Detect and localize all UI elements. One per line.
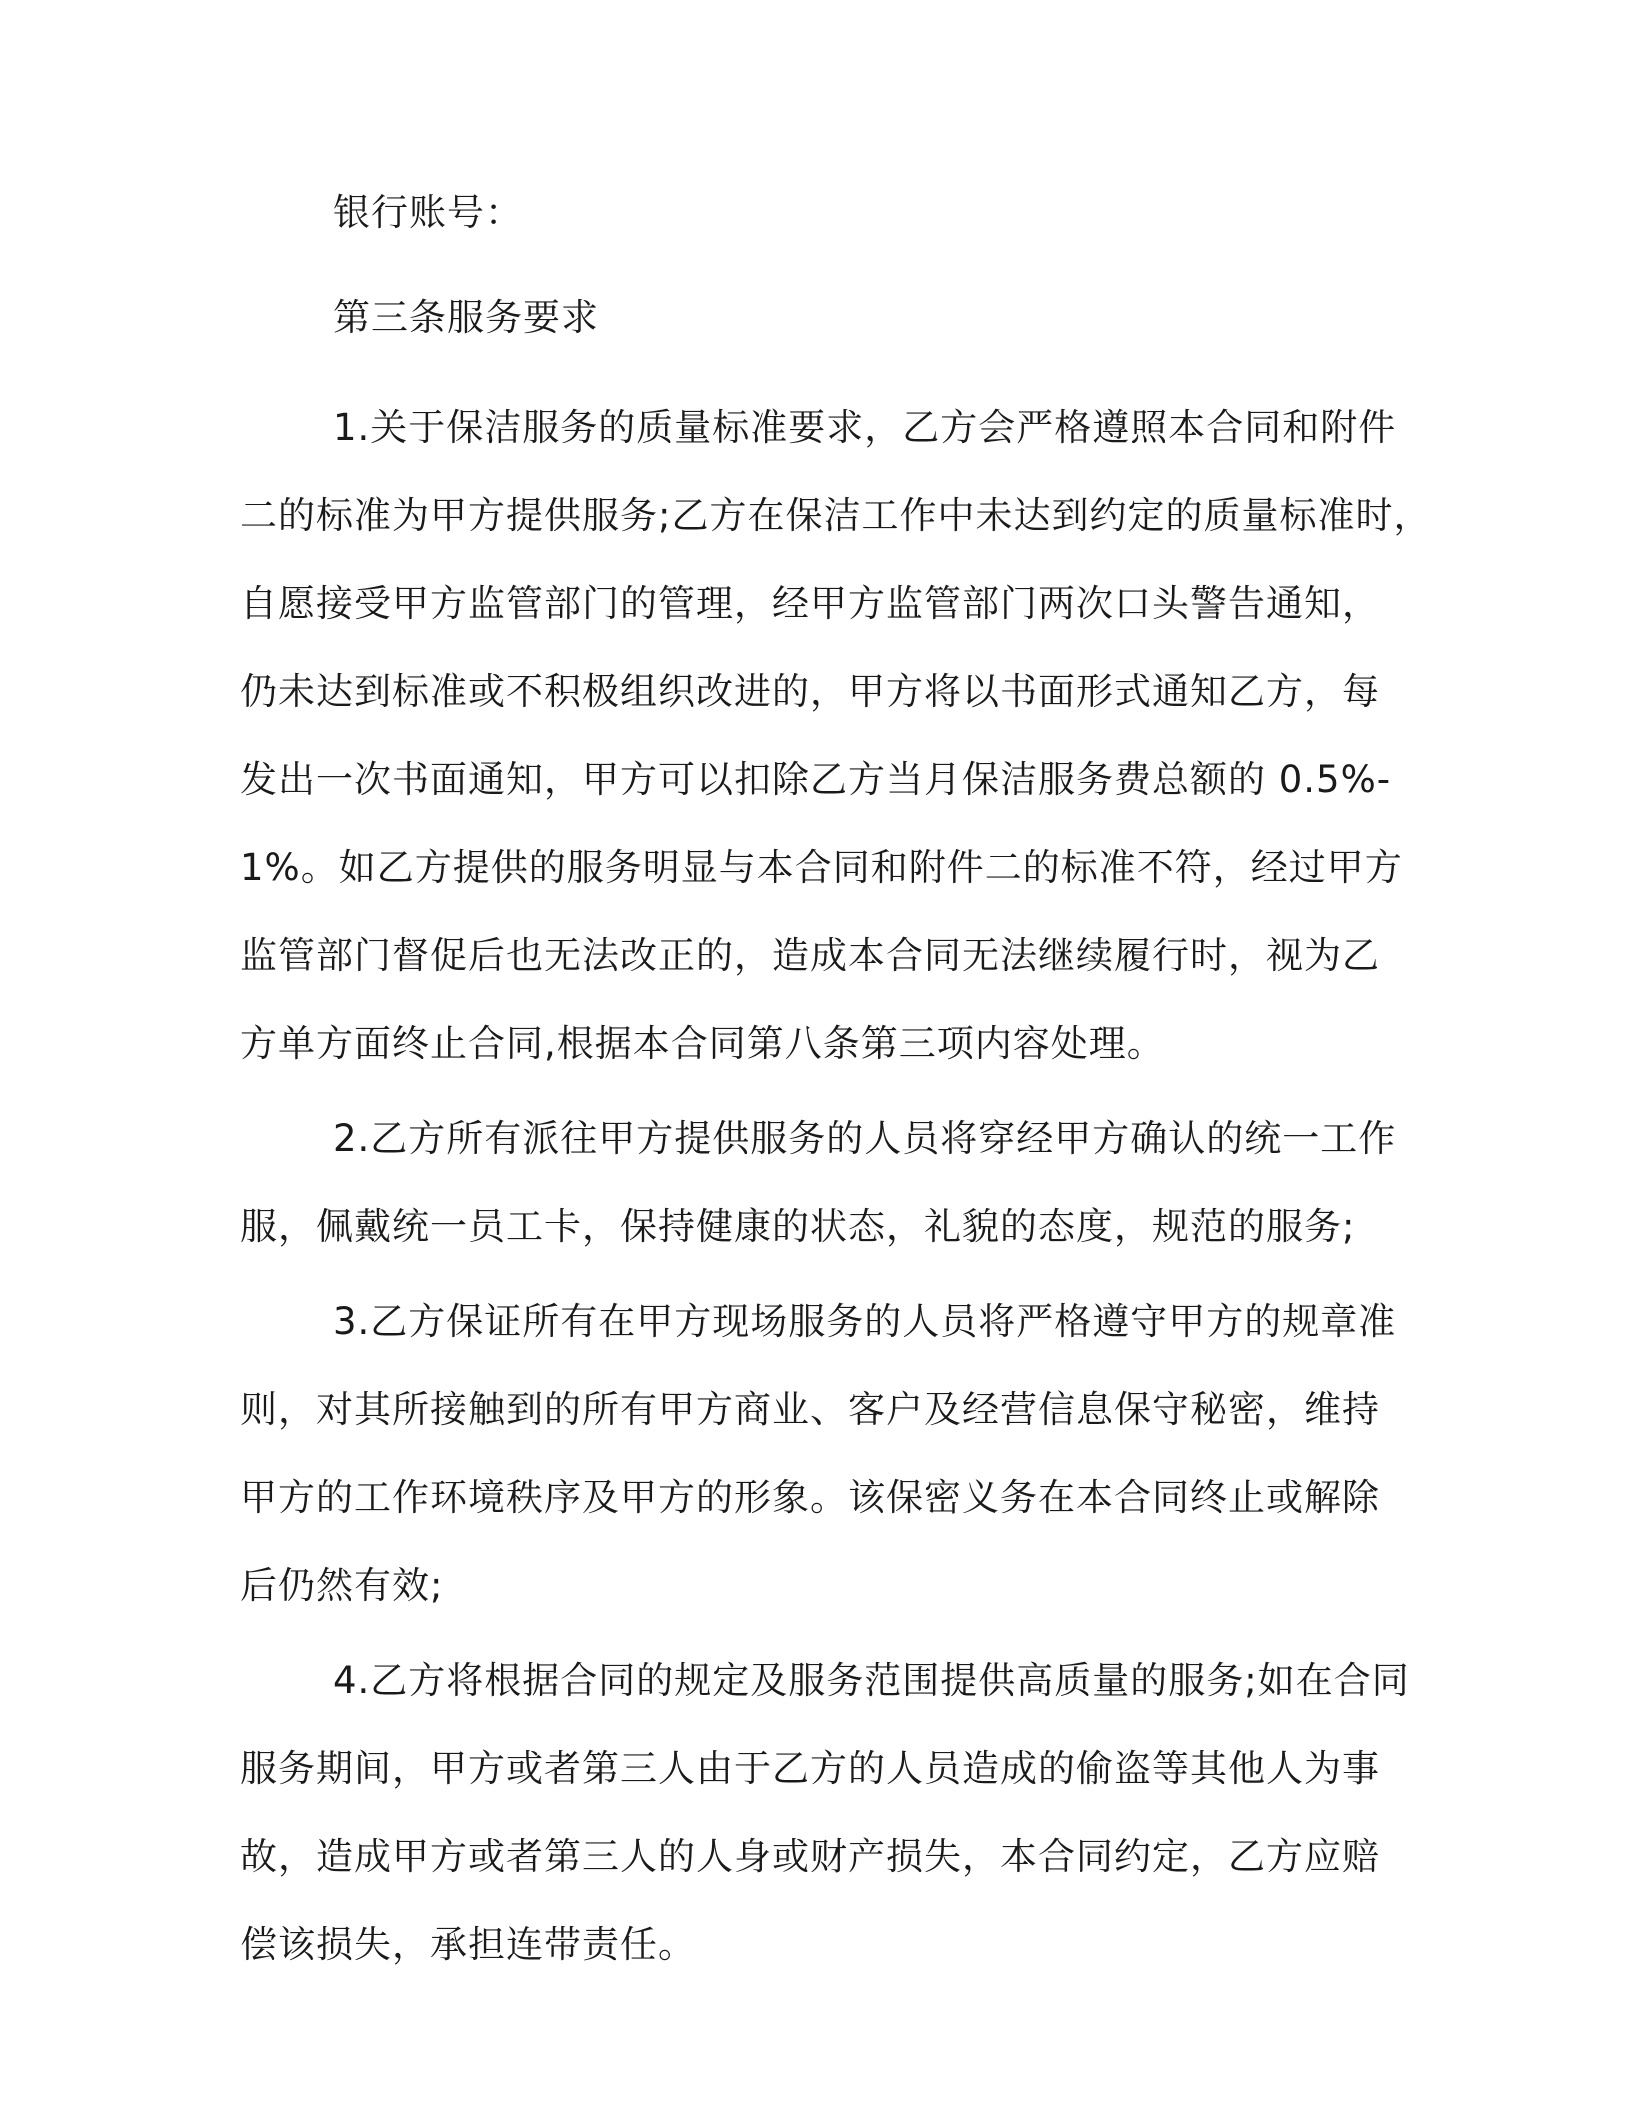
paragraph-line: 1%。如乙方提供的服务明显与本合同和附件二的标准不符，经过甲方 — [240, 846, 1403, 889]
paragraph-line: 后仍然有效; — [240, 1564, 444, 1607]
paragraph-line: 自愿接受甲方监管部门的管理，经甲方监管部门两次口头警告通知， — [240, 582, 1380, 625]
paragraph-line: 发出一次书面通知，甲方可以扣除乙方当月保洁服务费总额的 0.5%- — [240, 758, 1392, 801]
paragraph-line: 3.乙方保证所有在甲方现场服务的人员将严格遵守甲方的规章准 — [333, 1300, 1397, 1343]
paragraph-line: 监管部门督促后也无法改正的，造成本合同无法继续履行时，视为乙 — [240, 934, 1380, 977]
paragraph-line: 方单方面终止合同,根据本合同第八条第三项内容处理。 — [240, 1022, 1165, 1065]
paragraph-line: 偿该损失，承担连带责任。 — [240, 1923, 696, 1966]
paragraph-line: 二的标准为甲方提供服务;乙方在保洁工作中未达到约定的质量标准时， — [240, 494, 1432, 537]
paragraph-line: 仍未达到标准或不积极组织改进的，甲方将以书面形式通知乙方，每 — [240, 670, 1380, 713]
paragraph-4 — [240, 1656, 1410, 1970]
paragraph-line: 4.乙方将根据合同的规定及服务范围提供高质量的服务;如在合同 — [333, 1659, 1410, 1702]
paragraph-line: 1.关于保洁服务的质量标准要求，乙方会严格遵照本合同和附件 — [333, 406, 1397, 449]
bank-account-label: 银行账号： — [333, 191, 523, 234]
paragraph-line: 故，造成甲方或者第三人的人身或财产损失，本合同约定，乙方应赔 — [240, 1835, 1380, 1878]
paragraph-2 — [240, 1114, 1396, 1252]
section-title: 第三条服务要求 — [333, 296, 599, 339]
paragraph-3 — [240, 1297, 1396, 1611]
paragraph-line: 甲方的工作环境秩序及甲方的形象。该保密义务在本合同终止或解除 — [240, 1476, 1380, 1519]
paragraph-line: 则，对其所接触到的所有甲方商业、客户及经营信息保守秘密，维持 — [240, 1388, 1380, 1431]
paragraph-line: 2.乙方所有派往甲方提供服务的人员将穿经甲方确认的统一工作 — [333, 1117, 1397, 1160]
paragraph-1 — [240, 403, 1432, 1069]
document-body — [240, 188, 1432, 2008]
paragraph-line: 服，佩戴统一员工卡，保持健康的状态，礼貌的态度，规范的服务; — [240, 1205, 1356, 1248]
paragraph-line: 服务期间，甲方或者第三人由于乙方的人员造成的偷盗等其他人为事 — [240, 1747, 1380, 1790]
